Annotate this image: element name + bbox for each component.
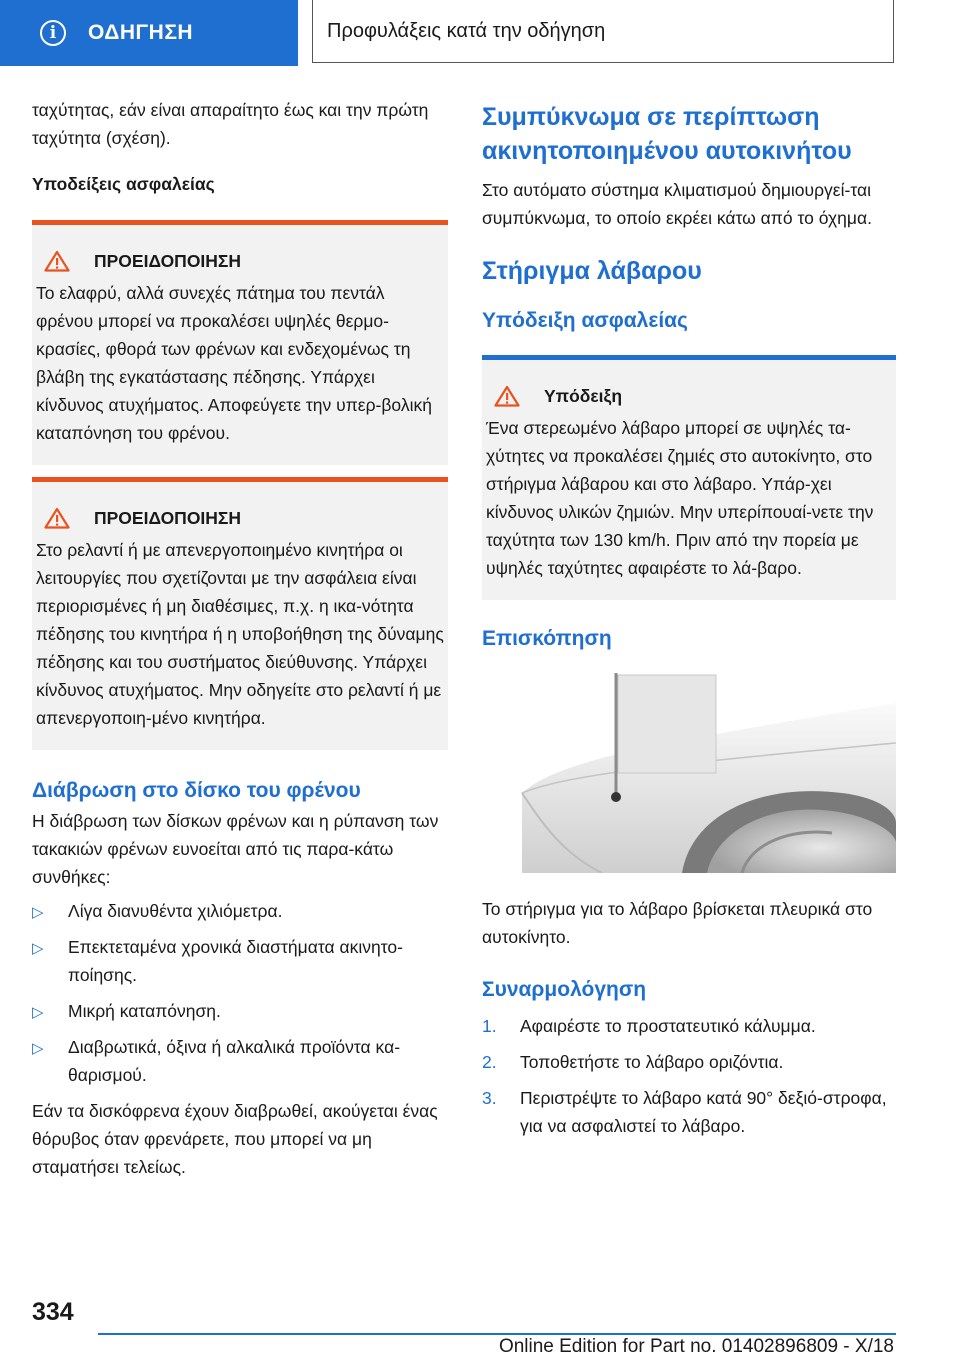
warning-box-2 [32,477,448,750]
triangle-right-icon: ▷ [32,1040,44,1057]
warning-triangle-icon [44,507,70,529]
chapter-tab[interactable] [0,0,298,66]
assembly-steps [482,1012,896,1140]
footer-divider [98,1333,896,1335]
warning-title-1 [34,247,444,275]
info-icon: i [40,20,66,46]
overview-text: Το στήριγμα για το λάβαρο βρίσκεται πλευρικά στο αυτοκίνητο. [482,899,873,947]
triangle-right-icon: ▷ [32,1004,44,1021]
list-item: ▷ Μικρή καταπόνηση. [32,997,448,1025]
safety-heading: Υποδείξεις ασφαλείας [32,174,215,194]
car-flag-holder-illustration [482,663,896,873]
corrosion-title: Διάβρωση στο δίσκο του φρένου [32,779,361,802]
condensation-text: Στο αυτόματο σύστημα κλιματισμού δημιουργεί-ται συμπύκνωμα, το οποίο εκρέει κάτω από το όχημα. [482,180,872,228]
warning-title-2 [34,504,444,532]
warning-triangle-icon [494,385,520,407]
section-header [312,0,894,63]
overview-title: Επισκόπηση [482,627,612,650]
corrosion-list [32,897,448,1089]
corrosion-outro: Εάν τα δισκόφρενα έχουν διαβρωθεί, ακούγεται ένας θόρυβος όταν φρενάρετε, που μπορεί να μη σταματήσει τελείως. [32,1101,438,1177]
warning-title-text-2: ΠΡΟΕΙΔΟΠΟΙΗΣΗ [94,508,242,528]
left-column [32,96,448,1181]
assembly-title: Συναρμολόγηση [482,978,647,1001]
list-item: 1. Αφαιρέστε το προστατευτικό κάλυμμα. [482,1016,816,1036]
intro-text: ταχύτητας, εάν είναι απαραίτητο έως και την πρώτη ταχύτητα (σχέση). [32,100,429,148]
warning-triangle-icon [44,250,70,272]
chapter-tab-label: ΟΔΗΓΗΣΗ [88,21,194,44]
page-number: 334 [32,1298,74,1326]
warning-box-1 [32,220,448,465]
warning-title-text-1: ΠΡΟΕΙΔΟΠΟΙΗΣΗ [94,251,242,271]
corrosion-text: Η διάβρωση των δίσκων φρένων και η ρύπανση των τακακιών φρένων ευνοείται από τις παρα-κάτω συνθήκες: [32,811,439,887]
note-title-text: Υπόδειξη [544,386,623,406]
warning-text-1: Το ελαφρύ, αλλά συνεχές πάτημα του πεντάλ φρένου μπορεί να προκαλέσει υψηλές θερμο-κρασίες, φθορά των φρένων και ενδεχομένως τη βλάβη της εγκατάστασης πέδησης. Υπάρχει κίνδυνος ατυχήματος. Αποφεύγετε την υπερ-βολική καταπόνηση του φρένου. [36,283,432,443]
flag-holder-title: Στήριγμα λάβαρου [482,257,702,285]
right-column [482,96,896,1148]
list-item: ▷ Επεκτεταμένα χρονικά διαστήματα ακινητο-ποίησης. [32,937,403,985]
list-item: 2. Τοποθετήστε το λάβαρο οριζόντια. [482,1052,784,1072]
note-title [484,382,892,410]
note-text: Ένα στερεωμένο λάβαρο μπορεί σε υψηλές τα-χύτητες να προκαλέσει ζημιές στο αυτοκίνητο, στο στήριγμα λάβαρου και στο λάβαρο. Υπάρ-χει κίνδυνος υλικών ζημιών. Μην υπερίπουαί-νετε την ταχύτητα των 130 km/h. Πριν από την πορεία με υψηλές ταχύτητες αφαιρέστε το λά-βαρο. [486,418,874,578]
condensation-title: Συμπύκνωμα σε περίπτωση ακινητοποιημένου αυτοκινήτου [482,103,852,165]
triangle-right-icon: ▷ [32,940,44,957]
list-item: 3. Περιστρέψτε το λάβαρο κατά 90° δεξιό-στροφα, για να ασφαλιστεί το λάβαρο. [482,1088,887,1136]
section-header-title: Προφυλάξεις κατά την οδήγηση [327,19,606,42]
warning-text-2: Στο ρελαντί ή με απενεργοποιημένο κινητήρα οι λειτουργίες που σχετίζονται με την ασφάλεια είναι περιορισμένες ή μη διαθέσιμες, π.χ. η ικα-νότητα πέδησης του κινητήρα ή η υποβοήθηση της δύναμης πέδησης και του συστήματος διεύθυνσης. Υπάρχει κίνδυνος ατυχήματος. Μην οδηγείτε στο ρελαντί ή με απενεργοποιη-μένο κινητήρα. [36,540,444,728]
triangle-right-icon: ▷ [32,904,44,921]
safety-note-heading: Υπόδειξη ασφαλείας [482,309,688,332]
list-item: ▷ Λίγα διανυθέντα χιλιόμετρα. [32,897,448,925]
edition-note: Online Edition for Part no. 01402896809 - X/18 [498,1336,894,1357]
list-item: ▷ Διαβρωτικά, όξινα ή αλκαλικά προϊόντα κα-θαρισμού. [32,1037,401,1085]
note-box [482,355,896,600]
